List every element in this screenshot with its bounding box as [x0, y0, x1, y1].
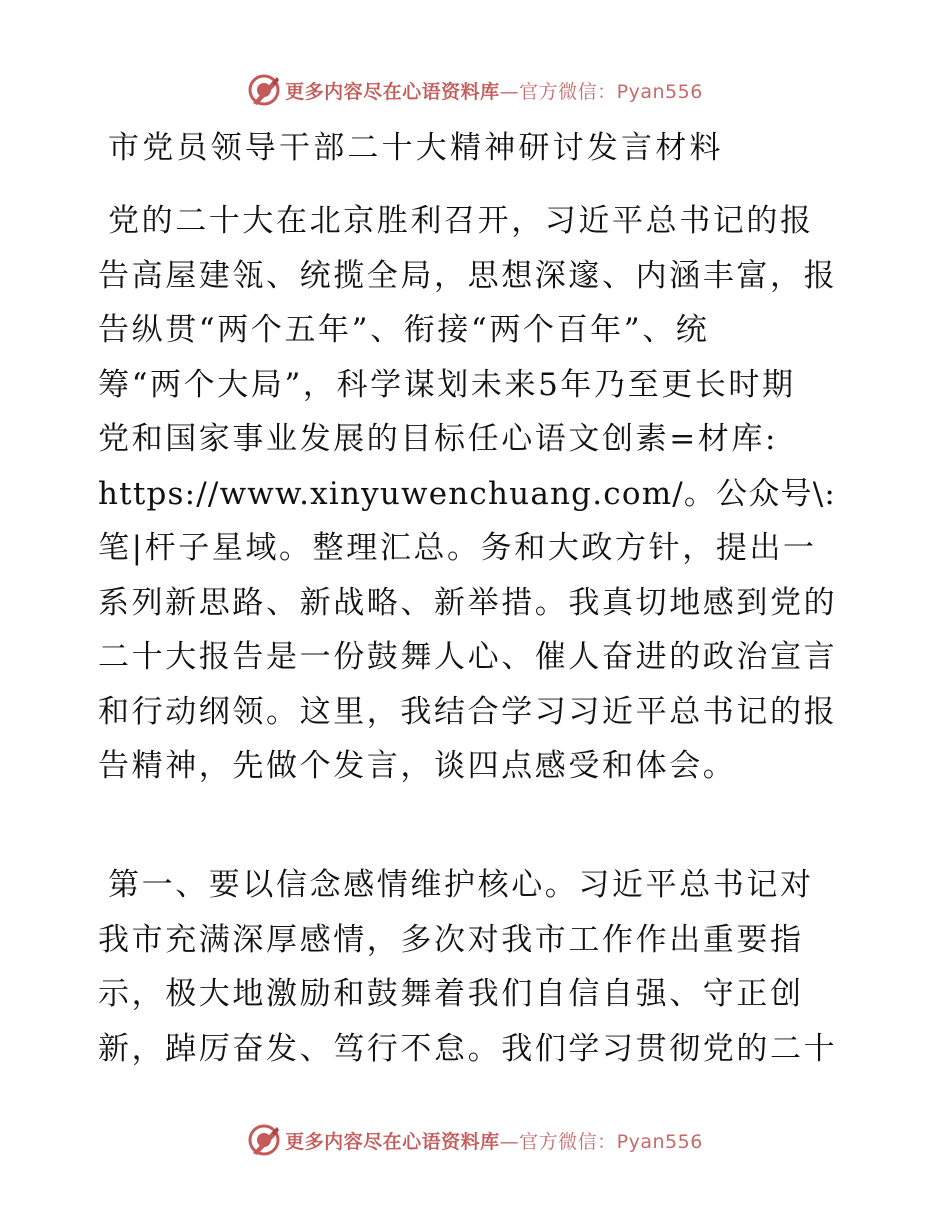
watermark-banner-top: [0, 70, 950, 110]
body-paragraph-1: [98, 194, 858, 794]
text-line: 二十大报告是一份鼓舞人心、催人奋进的政治宣言: [98, 639, 838, 675]
watermark-banner-bottom: [0, 1120, 950, 1160]
pen-seal-icon: [247, 73, 281, 107]
document-title: 市党员领导干部二十大精神研讨发言材料: [108, 130, 724, 166]
pen-seal-icon: [247, 1123, 281, 1157]
text-line: 党和国家事业发展的目标任心语文创素=材库:: [98, 421, 779, 457]
text-line: 党的二十大在北京胜利召开，习近平总书记的报: [108, 203, 814, 239]
text-line: 告高屋建瓴、统揽全局，思想深邃、内涵丰富，报: [98, 257, 838, 294]
watermark-text: 更多内容尽在心语资料库—官方微信：Pyan556: [285, 80, 703, 103]
text-line: 告精神，先做个发言，谈四点感受和体会。: [98, 748, 737, 784]
text-line: 筹“两个大局”，科学谋划未来5年乃至更长时期: [98, 366, 796, 403]
text-line: 告纵贯“两个五年”、衔接“两个百年”、统: [98, 312, 710, 348]
text-line: 笔|杆子星域。整理汇总。务和大政方针，提出一: [98, 530, 817, 566]
text-line: 第一、要以信念感情维护核心。习近平总书记对: [108, 867, 814, 903]
text-line: 示，极大地激励和鼓舞着我们自信自强、守正创: [98, 976, 804, 1012]
text-line: 新，踔厉奋发、笃行不怠。我们学习贯彻党的二十: [98, 1030, 838, 1067]
text-line: 我市充满深厚感情，多次对我市工作作出重要指: [98, 921, 804, 958]
watermark-text: 更多内容尽在心语资料库—官方微信：Pyan556: [285, 1130, 703, 1153]
text-line: 系列新思路、新战略、新举措。我真切地感到党的: [98, 584, 838, 621]
text-line-url: https://www.xinyuwenchuang.com/。公众号\:: [98, 475, 837, 512]
text-line: 和行动纲领。这里，我结合学习习近平总书记的报: [98, 693, 838, 730]
body-paragraph-2: [98, 858, 858, 1076]
